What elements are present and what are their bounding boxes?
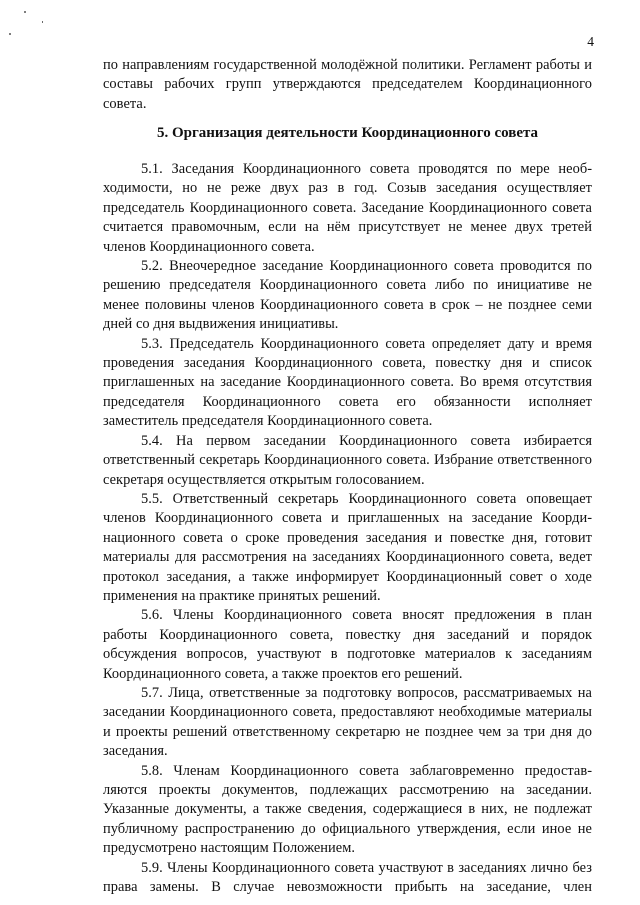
paragraph-5-9: 5.9. Члены Координационного совета участвуют в заседаниях лично без права замены. В случае невозможности прибыть на заседание, член xyxy=(103,859,592,896)
section-body xyxy=(103,160,592,897)
paragraph-5-6: 5.6. Члены Координационного совета вносят предложения в план работы Координационного совета, повестку дня заседаний и порядок обсуждения вопросов, участвуют в подготовке материалов к заседаниям Координационного совета, а также проектов его решений. xyxy=(103,607,592,682)
paragraph-5-5: 5.5. Ответственный секретарь Координационного совета оповещает членов Координационного совета и приглашенных на заседание Координационного совета о сроке проведения заседания и повестке дня, готовит материалы для рассмотрения на заседаниях Координационного совета, ведет протокол заседания, а также информирует Координационный совет о ходе применения на практике принятых решений. xyxy=(103,490,592,604)
paragraph-5-1: 5.1. Заседания Координационного совета проводятся по мере необходимости, но не реже двух раз в год. Созыв заседания осуществляет председатель Координационного совета. Заседание Координационного совета считается правомочным, если на нём присутствует не менее двух третей членов Координационного совета. xyxy=(103,161,592,255)
paragraph-5-8: 5.8. Членам Координационного совета заблаговременно предоставляются проекты документов, подлежащих рассмотрению на заседании. Указанные документы, а также сведения, содержащиеся в них, не подлежат публичному распространению до официального утверждения, если иное не предусмотрено настоящим Положением. xyxy=(103,762,592,857)
paragraph-5-3: 5.3. Председатель Координационного совета определяет дату и время проведения заседания Координационного совета, повестку дня и список приглашенных на заседание Координационного совета. Во время отсутствия председателя Координационного совета его обязанности исполняет заместитель председателя Координационного совета. xyxy=(103,335,592,430)
scan-speck xyxy=(42,21,43,23)
scan-speck xyxy=(9,33,11,35)
intro-text xyxy=(103,56,592,114)
section-title: 5. Организация деятельности Координационного совета xyxy=(156,125,539,141)
paragraph-5-2: 5.2. Внеочередное заседание Координационного совета проводится по решению председателя Координационного совета либо по инициативе не менее половины членов Координационного совета в срок – не позднее семи дней со дня выдвижения инициативы. xyxy=(103,258,592,333)
paragraph-5-4: 5.4. На первом заседании Координационного совета избирается ответственный секретарь Координационного совета. Избрание ответственного секретаря осуществляется открытым голосованием. xyxy=(103,432,592,488)
paragraph-5-7: 5.7. Лица, ответственные за подготовку вопросов, рассматриваемых на заседании Координационного совета, предоставляют необходимые материалы и проекты решений ответственному секретарю не позднее чем за три дня до заседания. xyxy=(103,684,592,760)
scan-speck xyxy=(24,11,26,13)
page-number: 4 xyxy=(587,34,594,49)
intro-paragraph: по направлениям государственной молодёжной политики. Регламент работы и составы рабочих групп утверждаются председателем Координационного совета. xyxy=(103,57,592,112)
